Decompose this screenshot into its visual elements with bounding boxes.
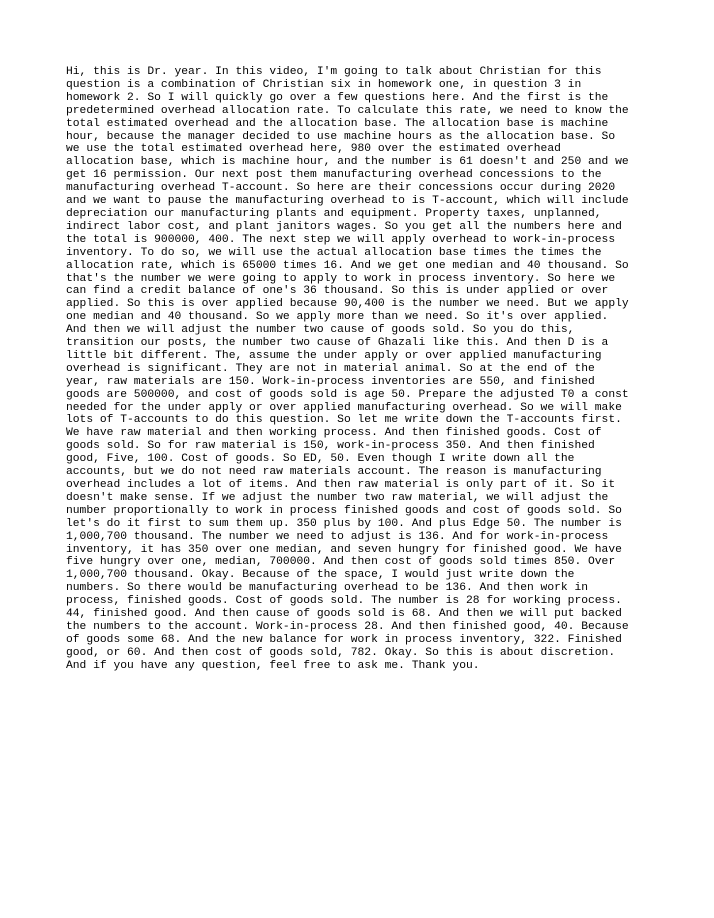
text-line: lots of T-accounts to do this question. So let me write down the T-accounts first. (66, 414, 622, 427)
text-line: allocation rate, which is 65000 times 16. And we get one median and 40 thousand. So (66, 259, 629, 272)
text-line: and we want to pause the manufacturing overhead to is T-account, which will include (66, 195, 629, 208)
text-line: applied. So this is over applied because 90,400 is the number we need. But we apply (66, 298, 629, 311)
text-line: the numbers to the account. Work-in-process 28. And then finished good, 40. Because (66, 620, 629, 633)
text-line: Hi, this is Dr. year. In this video, I'm going to talk about Christian for this (66, 66, 602, 78)
text-line: indirect labor cost, and plant janitors wages. So you get all the numbers here and (66, 220, 622, 233)
text-line: predetermined overhead allocation rate. To calculate this rate, we need to know the (66, 104, 629, 117)
text-line: good, Five, 100. Cost of goods. So ED, 50. Even though I write down all the (66, 453, 575, 466)
text-line: And then we will adjust the number two cause of goods sold. So you do this, (66, 324, 575, 337)
text-line: goods sold. So for raw material is 150, work-in-process 350. And then finished (66, 440, 595, 453)
text-line: doesn't make sense. If we adjust the number two raw material, we will adjust the (66, 491, 609, 504)
text-line: goods are 500000, and cost of goods sold is age 50. Prepare the adjusted T0 a const (66, 388, 629, 401)
text-line: transition our posts, the number two cause of Ghazali like this. And then D is a (66, 337, 609, 350)
text-line: accounts, but we do not need raw materials account. The reason is manufacturing (66, 466, 602, 479)
text-line: get 16 permission. Our next post them manufacturing overhead concessions to the (66, 169, 602, 182)
text-line: depreciation our manufacturing plants and equipment. Property taxes, unplanned, (66, 207, 602, 220)
text-line: five hungry over one, median, 700000. And then cost of goods sold times 850. Over (66, 556, 616, 569)
text-line: homework 2. So I will quickly go over a few questions here. And the first is the (66, 91, 609, 104)
text-line: overhead is significant. They are not in material animal. So at the end of the (66, 362, 595, 375)
text-line: of goods some 68. And the new balance for work in process inventory, 322. Finished (66, 633, 622, 646)
transcript-text (66, 66, 666, 673)
text-line: let's do it first to sum them up. 350 plus by 100. And plus Edge 50. The number is (66, 517, 622, 530)
text-line: needed for the under apply or over applied manufacturing overhead. So we will make (66, 401, 622, 414)
text-line: And if you have any question, feel free to ask me. Thank you. (66, 659, 480, 672)
text-line: numbers. So there would be manufacturing overhead to be 136. And then work in (66, 582, 589, 595)
text-line: manufacturing overhead T-account. So here are their concessions occur during 2020 (66, 182, 616, 195)
text-line: We have raw material and then working process. And then finished goods. Cost of (66, 427, 602, 440)
text-line: process, finished goods. Cost of goods sold. The number is 28 for working process. (66, 595, 622, 608)
text-line: 44, finished good. And then cause of goods sold is 68. And then we will put backed (66, 608, 622, 621)
text-line: total estimated overhead and the allocation base. The allocation base is machine (66, 117, 609, 130)
text-line: overhead includes a lot of items. And then raw material is only part of it. So it (66, 479, 616, 491)
text-line: we use the total estimated overhead here, 980 over the estimated overhead (66, 143, 561, 156)
text-line: 1,000,700 thousand. The number we need to adjust is 136. And for work-in-process (66, 530, 609, 543)
text-line: year, raw materials are 150. Work-in-process inventories are 550, and finished (66, 375, 595, 388)
text-line: can find a credit balance of one's 36 thousand. So this is under applied or over (66, 285, 609, 298)
text-line: the total is 900000, 400. The next step we will apply overhead to work-in-process (66, 233, 616, 246)
text-line: inventory, it has 350 over one median, and seven hungry for finished good. We have (66, 543, 622, 556)
text-line: inventory. To do so, we will use the actual allocation base times the times the (66, 246, 602, 259)
text-line: one median and 40 thousand. So we apply more than we need. So it's over applied. (66, 311, 609, 324)
text-line: that's the number we were going to apply to work in process inventory. So here we (66, 272, 616, 285)
text-line: 1,000,700 thousand. Okay. Because of the space, I would just write down the (66, 569, 575, 582)
text-line: number proportionally to work in process finished goods and cost of goods sold. So (66, 504, 622, 517)
text-line: allocation base, which is machine hour, and the number is 61 doesn't and 250 and we (66, 156, 629, 169)
text-line: hour, because the manager decided to use machine hours as the allocation base. So (66, 130, 616, 143)
text-line: good, or 60. And then cost of goods sold, 782. Okay. So this is about discretion. (66, 646, 616, 659)
text-line: little bit different. The, assume the under apply or over applied manufacturing (66, 349, 602, 362)
text-line: question is a combination of Christian six in homework one, in question 3 in (66, 78, 582, 91)
